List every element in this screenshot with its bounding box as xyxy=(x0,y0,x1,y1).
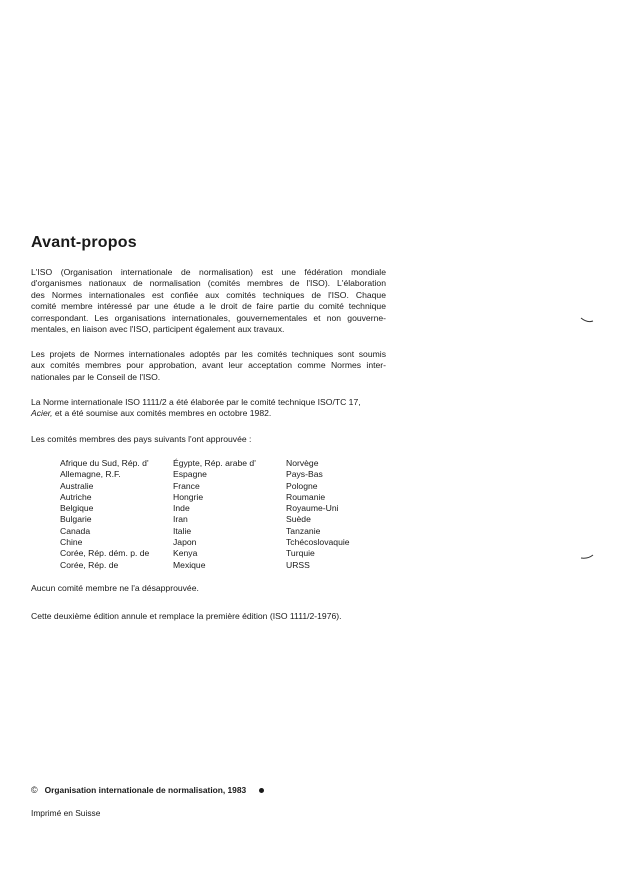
country-item: Royaume-Uni xyxy=(286,503,339,514)
text-fragment: et a été soumise aux comités membres en octobre 1982. xyxy=(52,408,272,419)
country-item: Kenya xyxy=(173,548,198,559)
country-item: Afrique du Sud, Rép. d' xyxy=(60,458,149,468)
text-line: nationales par le Conseil de l'ISO. xyxy=(31,371,161,382)
margin-tick-icon xyxy=(580,552,594,560)
page-title: Avant-propos xyxy=(31,234,137,251)
country-item: Turquie xyxy=(286,548,315,559)
country-item: Japon xyxy=(173,537,197,548)
margin-tick-icon xyxy=(580,316,594,324)
countries-column-1 xyxy=(60,458,173,571)
country-item: Belgique xyxy=(60,503,94,514)
text-line: d'organismes nationaux de normalisation (comités membres de l'ISO). L'élaboration xyxy=(31,278,386,289)
text-line: comité membre intéressé par une étude a le droit de faire partie du comité technique xyxy=(31,301,386,312)
text-line: La Norme internationale ISO 1111/2 a été élaborée par le comité technique ISO/TC 17, xyxy=(31,397,361,407)
text-line: mentales, en liaison avec l'ISO, participent également aux travaux. xyxy=(31,324,285,335)
edition-note: Cette deuxième édition annule et remplace la première édition (ISO 1111/2-1976). xyxy=(31,611,342,621)
country-item: Pays-Bas xyxy=(286,469,323,480)
country-item: Norvège xyxy=(286,458,319,468)
text-line: aux comités membres pour approbation, avant leur acceptation comme Normes inter- xyxy=(31,360,386,371)
country-item: Roumanie xyxy=(286,491,326,502)
country-item: Inde xyxy=(173,503,190,514)
country-item: Italie xyxy=(173,525,192,536)
copyright-icon: © xyxy=(31,785,38,795)
member-countries-list xyxy=(60,458,396,571)
country-item: Mexique xyxy=(173,559,206,570)
approval-paragraph xyxy=(31,349,386,383)
country-item: Hongrie xyxy=(173,491,204,502)
country-item: Corée, Rép. dém. p. de xyxy=(60,548,150,559)
no-disapproval-note: Aucun comité membre ne l'a désapprouvée. xyxy=(31,583,199,593)
copyright-line xyxy=(31,785,264,795)
committee-name: Acier, xyxy=(31,408,53,419)
countries-column-3 xyxy=(286,458,396,571)
printed-in-note: Imprimé en Suisse xyxy=(31,808,101,818)
country-item: Bulgarie xyxy=(60,514,92,525)
country-item: Corée, Rép. de xyxy=(60,559,119,570)
country-item: Tchécoslovaquie xyxy=(286,537,350,548)
member-countries-intro: Les comités membres des pays suivants l'ont approuvée : xyxy=(31,434,252,444)
text-line: correspondant. Les organisations internationales, gouvernementales et non gouverne- xyxy=(31,312,386,323)
copyright-text: Organisation internationale de normalisation, 1983 xyxy=(44,785,247,795)
standard-origin-paragraph xyxy=(31,397,386,420)
country-item: Autriche xyxy=(60,491,92,502)
country-item: Pologne xyxy=(286,480,318,491)
country-item: Canada xyxy=(60,525,91,536)
country-item: France xyxy=(173,480,200,491)
country-item: Espagne xyxy=(173,469,207,480)
text-line: des Normes internationales est confiée aux comités techniques de l'ISO. Chaque xyxy=(31,289,386,300)
text-line xyxy=(31,408,386,419)
country-item: Égypte, Rép. arabe d' xyxy=(173,458,256,468)
text-line: Les projets de Normes internationales adoptés par les comités techniques sont soumis xyxy=(31,349,386,359)
bullet-icon xyxy=(259,788,264,793)
country-item: Iran xyxy=(173,514,188,525)
country-item: Suède xyxy=(286,514,311,525)
country-item: Chine xyxy=(60,537,83,548)
text-line: L'ISO (Organisation internationale de normalisation) est une fédération mondiale xyxy=(31,267,386,277)
country-item: Australie xyxy=(60,480,94,491)
intro-paragraph xyxy=(31,267,386,335)
countries-column-2 xyxy=(173,458,286,571)
country-item: URSS xyxy=(286,559,310,570)
country-item: Tanzanie xyxy=(286,525,321,536)
country-item: Allemagne, R.F. xyxy=(60,469,121,480)
